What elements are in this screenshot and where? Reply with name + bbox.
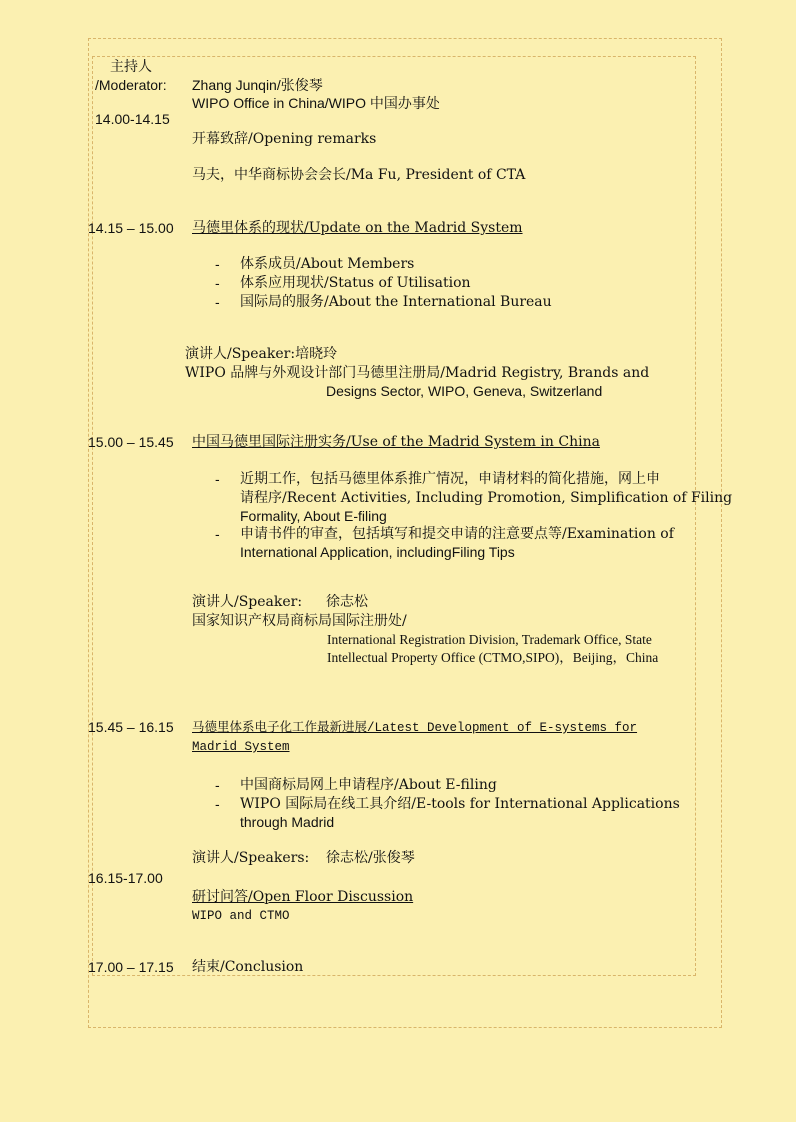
session-2-bullet-1: 体系成员/About Members xyxy=(240,256,415,272)
session-3-bullet-1-line-1: 近期工作，包括马德里体系推广情况，申请材料的简化措施，网上申 xyxy=(240,471,660,487)
session-2-org-line-2: Designs Sector, WIPO, Geneva, Switzerland xyxy=(326,383,603,399)
bullet-mark: - xyxy=(215,796,220,812)
session-4-bullet-1: 中国商标局网上申请程序/About E-filing xyxy=(240,777,497,793)
session-4-bullet-2-line-2: through Madrid xyxy=(240,814,335,830)
session-3-title: 中国马德里国际注册实务/Use of the Madrid System in China xyxy=(192,434,600,450)
session-2-org-line-1: WIPO 品牌与外观设计部门马德里注册局/Madrid Registry, Brands and xyxy=(185,365,650,381)
session-4-title-line-1: 马德里体系电子化工作最新进展/Latest Development of E-systems for xyxy=(192,721,638,735)
bullet-mark: - xyxy=(215,777,220,793)
session-3-bullet-1-line-3: Formality, About E-filing xyxy=(240,508,387,524)
session-3-bullet-2-line-1: 申请书件的审查，包括填写和提交申请的注意要点等/Examination of xyxy=(240,526,674,542)
moderator-org: WIPO Office in China/WIPO 中国办事处 xyxy=(192,95,440,111)
bullet-mark: - xyxy=(215,471,220,487)
session-3-time: 15.00 – 15.45 xyxy=(88,434,174,450)
session-2-bullet-3: 国际局的服务/About the International Bureau xyxy=(240,294,552,310)
session-6-time: 17.00 – 17.15 xyxy=(88,959,174,975)
session-1-title: 开幕致辞/Opening remarks xyxy=(192,131,377,147)
session-3-org-cn: 国家知识产权局商标局国际注册处/ xyxy=(192,613,407,629)
session-4-bullet-2-line-1: WIPO 国际局在线工具介绍/E-tools for International Applications xyxy=(240,796,680,812)
session-2-bullet-2: 体系应用现状/Status of Utilisation xyxy=(240,275,471,291)
session-4-speaker-label: 演讲人/Speakers: xyxy=(192,850,310,866)
session-3-org-en-line-2: Intellectual Property Office (CTMO,SIPO)，Beijing，China xyxy=(327,650,659,665)
moderator-label-cn: 主持人 xyxy=(110,59,152,75)
session-5-time: 16.15-17.00 xyxy=(88,870,163,886)
session-2-title: 马德里体系的现状/Update on the Madrid System xyxy=(192,220,523,236)
session-4-speaker-name: 徐志松/张俊琴 xyxy=(326,850,415,866)
session-1-speaker: 马夫，中华商标协会会长/Ma Fu, President of CTA xyxy=(192,167,526,183)
bullet-mark: - xyxy=(215,275,220,291)
session-4-time: 15.45 – 16.15 xyxy=(88,719,174,735)
session-2-time: 14.15 – 15.00 xyxy=(88,220,174,236)
session-3-speaker-name: 徐志松 xyxy=(326,594,368,610)
bullet-mark: - xyxy=(215,526,220,542)
session-3-bullet-1-line-2: 请程序/Recent Activities, Including Promotion, Simplification of Filing xyxy=(240,490,733,506)
moderator-label-en: /Moderator: xyxy=(95,77,167,93)
bullet-mark: - xyxy=(215,294,220,310)
moderator-name: Zhang Junqin/张俊琴 xyxy=(192,77,323,93)
session-3-speaker-label: 演讲人/Speaker: xyxy=(192,594,303,610)
session-3-bullet-2-line-2: International Application, includingFiling Tips xyxy=(240,544,515,560)
session-5-title: 研讨问答/Open Floor Discussion xyxy=(192,889,414,905)
session-1-time: 14.00-14.15 xyxy=(95,111,170,127)
session-4-title-line-2: Madrid System xyxy=(192,740,290,754)
page-border-inner xyxy=(92,56,696,976)
session-6-title: 结束/Conclusion xyxy=(192,959,304,975)
session-5-sub: WIPO and CTMO xyxy=(192,909,290,923)
bullet-mark: - xyxy=(215,256,220,272)
session-3-org-en-line-1: International Registration Division, Trademark Office, State xyxy=(327,632,652,647)
session-2-speaker: 演讲人/Speaker:培晓玲 xyxy=(185,346,338,362)
